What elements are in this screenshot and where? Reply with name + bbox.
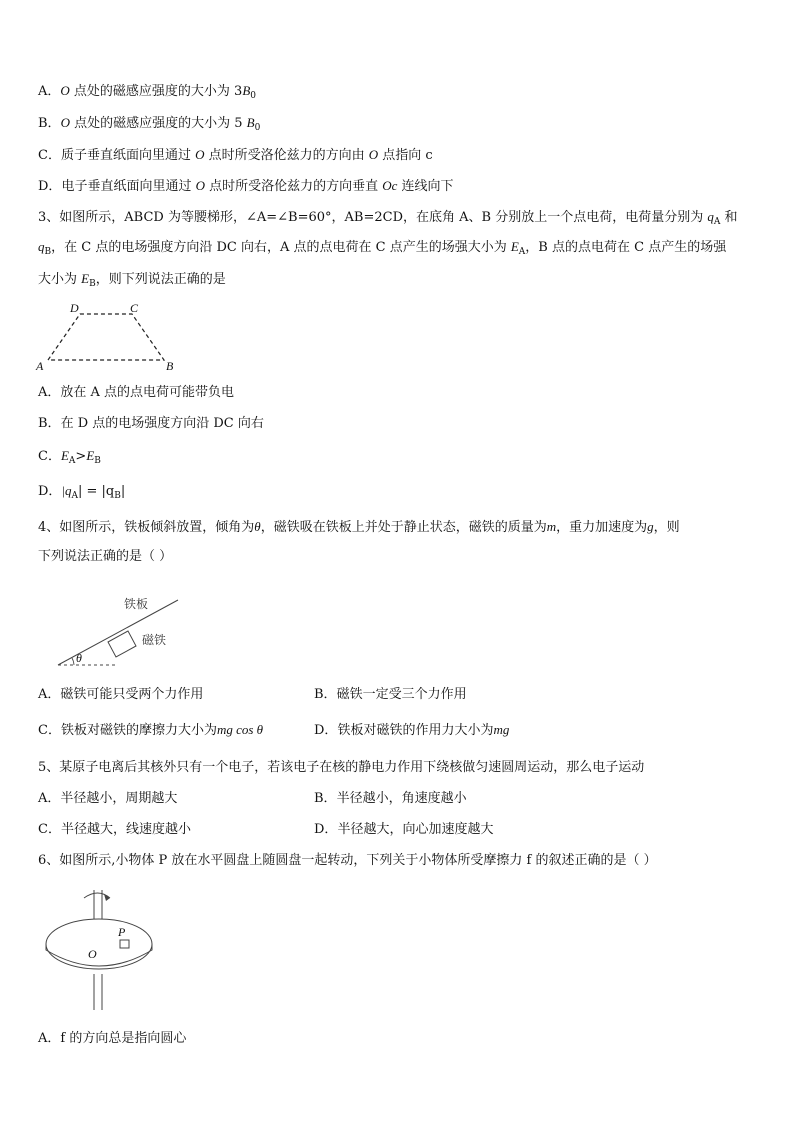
q4-incline-figure (52, 590, 192, 670)
q3-stem-line2: $q_B$，在 C 点的电场强度方向沿 DC 向右，A 点的点电荷在 C 点产生的场强大小为 $E_A$，B 点的点电荷在 C 点产生的场强 (38, 239, 727, 257)
iron-plate-label: 铁板 (124, 597, 149, 611)
q3-option-b: B．在 D 点的电场强度方向沿 DC 向右 (38, 416, 264, 431)
q3-stem-line3: 大小为 $E_B$，则下列说法正确的是 (38, 271, 226, 289)
q5-stem: 5、某原子电离后其核外只有一个电子，若该电子在核的静电力作用下绕核做匀速圆周运动，那么电子运动 (38, 760, 645, 775)
magnet-label: 磁铁 (142, 633, 167, 647)
q5-option-d: D．半径越大，向心加速度越大 (314, 822, 494, 837)
q4-stem-line2: 下列说法正确的是（ ） (38, 549, 173, 564)
q3-option-c: C．$E_A>E_B$ (38, 448, 101, 466)
q3-option-d: D．$|q_A| = |q_B|$ (38, 483, 126, 501)
trapezoid-label-a: A (36, 359, 44, 373)
q4-stem-line1: 4、如图所示，铁板倾斜放置，倾角为θ，磁铁吸在铁板上并处于静止状态，磁铁的质量为m，重力加速度为g，则 (38, 519, 680, 535)
q3-trapezoid-figure (36, 300, 186, 372)
q2-option-c: C．质子垂直纸面向里通过 O 点时所受洛伦兹力的方向由 O 点指向 c (38, 147, 433, 163)
q6-stem: 6、如图所示,小物体 P 放在水平圆盘上随圆盘一起转动，下列关于小物体所受摩擦力 f 的叙述正确的是（ ） (38, 853, 657, 868)
q4-option-b: B．磁铁一定受三个力作用 (314, 687, 467, 702)
q5-option-a: A．半径越小，周期越大 (38, 791, 178, 806)
q6-disk-figure (44, 882, 174, 1012)
q2-option-d: D．电子垂直纸面向里通过 O 点时所受洛伦兹力的方向垂直 Oc 连线向下 (38, 178, 454, 194)
trapezoid-label-b: B (166, 359, 174, 373)
incline-angle-label: θ (76, 651, 82, 665)
trapezoid-label-d: D (70, 301, 79, 315)
q6-option-a: A．f 的方向总是指向圆心 (38, 1031, 187, 1046)
q4-option-a: A．磁铁可能只受两个力作用 (38, 687, 204, 702)
q4-option-d: D．铁板对磁铁的作用力大小为mg (314, 722, 510, 738)
disk-label-o: O (88, 947, 97, 961)
disk-label-p: P (118, 925, 126, 939)
q3-stem-line1: 3、如图所示，ABCD 为等腰梯形，∠A=∠B=60°，AB=2CD，在底角 A、B 分别放上一个点电荷，电荷量分别为 $q_A$ 和 (38, 209, 738, 227)
q3-option-a: A．放在 A 点的点电荷可能带负电 (38, 385, 235, 400)
q5-option-c: C．半径越大，线速度越小 (38, 822, 191, 837)
q5-option-b: B．半径越小，角速度越小 (314, 791, 467, 806)
trapezoid-label-c: C (130, 301, 139, 315)
q2-option-a: A．O 点处的磁感应强度的大小为 $3B_0$ (38, 83, 257, 101)
q4-option-c: C．铁板对磁铁的摩擦力大小为mg cos θ (38, 722, 264, 738)
q2-option-b: B．O 点处的磁感应强度的大小为 5 $B_0$ (38, 115, 261, 133)
